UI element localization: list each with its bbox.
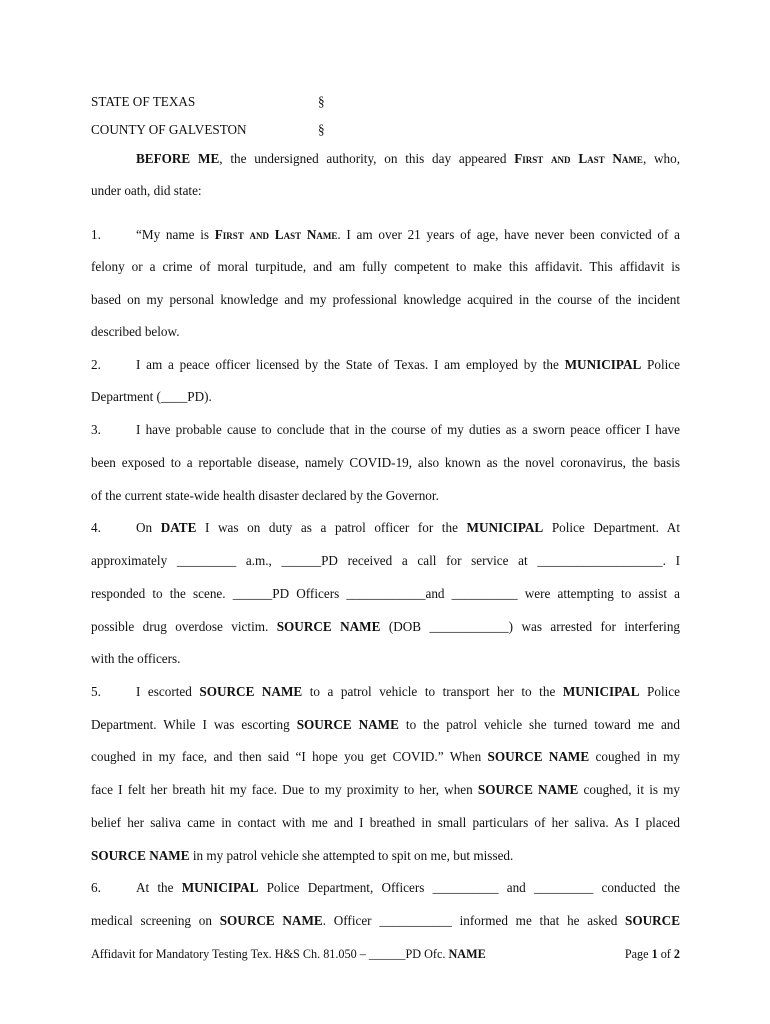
page-total: 2 <box>673 947 680 961</box>
section-mark: § <box>318 122 325 137</box>
paragraph-4-line-2: approximately _________ a.m., ______PD received a call for service at ___________________. I <box>91 553 680 568</box>
paragraph-1-line-3: based on my personal knowledge and my professional knowledge acquired in the course of the incident <box>91 292 680 307</box>
paragraph-1-line-4: described below. <box>91 324 180 339</box>
paragraph-number: 1. <box>91 227 101 242</box>
affiant-name: First and Last Name <box>514 151 643 166</box>
paragraph-6-line-1 <box>91 878 680 898</box>
paragraph-4-line-5: with the officers. <box>91 651 181 666</box>
paragraph-4-line-4: possible drug overdose victim. SOURCE NAME (DOB ____________) was arrested for interfering <box>91 619 681 634</box>
paragraph-3-line-1 <box>91 420 680 440</box>
paragraph-number: 2. <box>91 357 101 372</box>
intro-line-2: under oath, did state: <box>91 183 202 198</box>
municipal-placeholder: MUNICIPAL <box>564 357 642 372</box>
source-name: SOURCE NAME <box>199 684 303 699</box>
paragraph-number: 5. <box>91 684 101 699</box>
paragraph-5-line-2: Department. While I was escorting SOURCE NAME to the patrol vehicle she turned toward me and <box>91 717 680 732</box>
county-line <box>91 120 680 140</box>
paragraph-5-line-4: face I felt her breath hit my face. Due to my proximity to her, when SOURCE NAME coughed, it is my <box>91 782 681 797</box>
paragraph-number: 3. <box>91 422 101 437</box>
page-indicator: Page 1 of 2 <box>624 947 680 961</box>
paragraph-5-line-5: belief her saliva came in contact with me and I breathed in small particulars of her saliva. As I placed <box>91 815 680 830</box>
section-mark: § <box>318 94 325 109</box>
paragraph-text: At the MUNICIPAL Police Department, Officers __________ and _________ conducted the <box>136 880 680 895</box>
source-name: SOURCE NAME <box>487 749 590 764</box>
paragraph-6-line-2: medical screening on SOURCE NAME. Officer ___________ informed me that he asked SOURCE <box>91 913 680 928</box>
source-name: SOURCE NAME <box>477 782 579 797</box>
paragraph-number: 6. <box>91 880 101 895</box>
date-placeholder: DATE <box>160 520 197 535</box>
paragraph-text: On DATE I was on duty as a patrol officer for the MUNICIPAL Police Department. At <box>136 520 680 535</box>
paragraph-3-line-2: been exposed to a reportable disease, namely COVID-19, also known as the novel coronavirus, the basis <box>91 455 680 470</box>
paragraph-5-line-6: SOURCE NAME in my patrol vehicle she attempted to spit on me, but missed. <box>91 848 514 863</box>
before-me: BEFORE ME <box>136 151 220 166</box>
paragraph-text: “My name is First and Last Name. I am over 21 years of age, have never been convicted of a <box>136 227 681 242</box>
footer-title: Affidavit for Mandatory Testing Tex. H&S Ch. 81.050 – ______PD Ofc. NAME <box>91 947 486 961</box>
municipal-placeholder: MUNICIPAL <box>181 880 259 895</box>
officer-name-placeholder: NAME <box>448 947 486 961</box>
source-name: SOURCE NAME <box>276 619 381 634</box>
county-label: COUNTY OF GALVESTON <box>91 122 247 137</box>
state-label: STATE OF TEXAS <box>91 94 196 109</box>
paragraph-text: I escorted SOURCE NAME to a patrol vehicle to transport her to the MUNICIPAL Police <box>136 684 681 699</box>
state-line <box>91 92 680 112</box>
paragraph-2-line-2: Department (____PD). <box>91 389 212 404</box>
affiant-name: First and Last Name <box>214 227 338 242</box>
intro-text: , the undersigned authority, on this day appeared <box>219 151 515 166</box>
paragraph-2-line-1 <box>91 355 680 375</box>
source-name: SOURCE NAME <box>91 848 190 863</box>
paragraph-4-line-3: responded to the scene. ______PD Officers ____________and __________ were attempting to assist a <box>91 586 680 601</box>
source-name-partial: SOURCE <box>625 913 680 928</box>
municipal-placeholder: MUNICIPAL <box>562 684 640 699</box>
intro-line-1 <box>136 149 680 169</box>
paragraph-5-line-1 <box>91 682 680 702</box>
paragraph-1-line-2: felony or a crime of moral turpitude, and am fully competent to make this affidavit. This affidavit is <box>91 259 680 274</box>
paragraph-number: 4. <box>91 520 101 535</box>
paragraph-text: I have probable cause to conclude that in the course of my duties as a sworn peace officer I have <box>136 422 680 437</box>
intro-text: , who, <box>642 151 681 166</box>
page-footer <box>91 944 680 964</box>
municipal-placeholder: MUNICIPAL <box>466 520 544 535</box>
paragraph-1-line-1 <box>91 225 680 245</box>
paragraph-3-line-3: of the current state-wide health disaster declared by the Governor. <box>91 488 439 503</box>
paragraph-5-line-3: coughed in my face, and then said “I hope you get COVID.” When SOURCE NAME coughed in my <box>91 749 680 764</box>
source-name: SOURCE NAME <box>296 717 399 732</box>
paragraph-text: I am a peace officer licensed by the State of Texas. I am employed by the MUNICIPAL Police <box>136 357 680 372</box>
page-number: 1 <box>651 947 658 961</box>
source-name: SOURCE NAME <box>219 913 323 928</box>
paragraph-4-line-1 <box>91 518 680 538</box>
